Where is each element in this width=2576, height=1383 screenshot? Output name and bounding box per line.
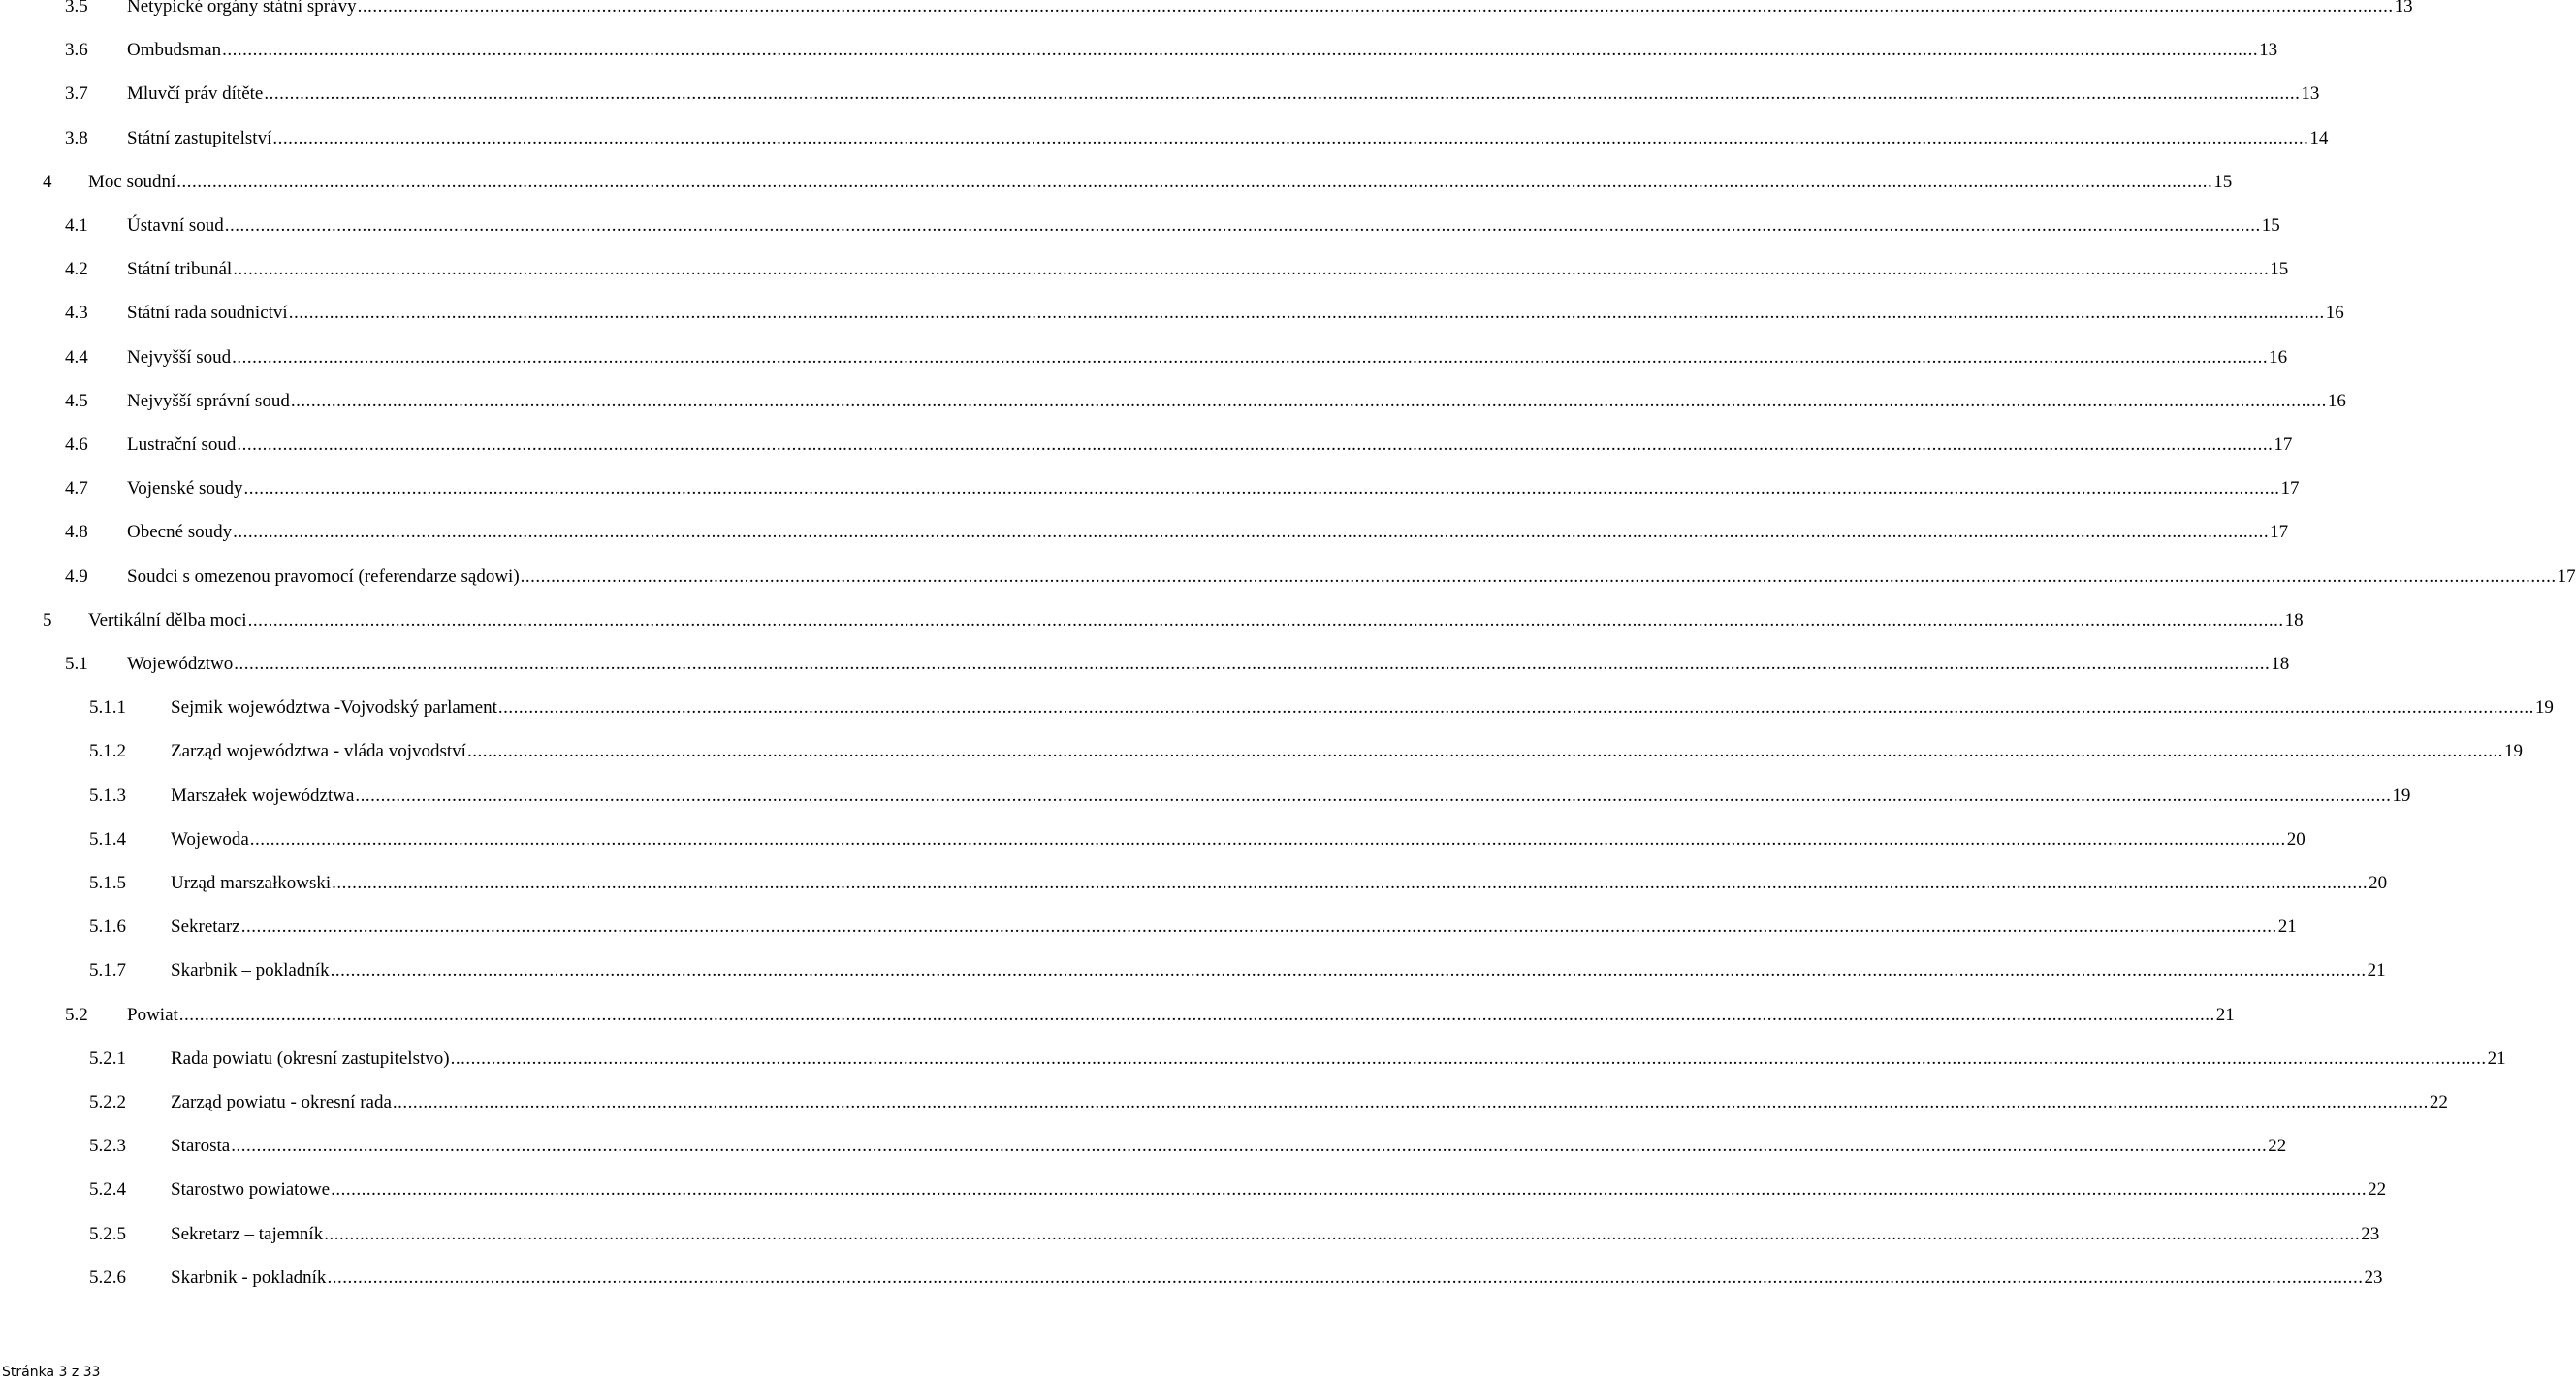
toc-entry-page-number: 13 [2301,83,2320,105]
toc-entry-title: Skarbnik - pokladník [171,1264,327,1293]
dot-leader: ................................................................................................................................................................................................................................................................................................................................................................................................................ [327,1267,2364,1288]
toc-entry-page-number: 21 [2367,960,2386,981]
toc-entry-title: Moc soudní [88,168,176,197]
toc-entry-title: Zarząd powiatu - okresní rada [171,1088,393,1117]
toc-entry-page-number: 16 [2325,303,2344,324]
toc-entry[interactable] [0,913,2297,942]
toc-entry[interactable] [0,782,2411,811]
toc-entry-page-number: 16 [2269,346,2288,368]
toc-entry-page-number: 17 [2270,522,2289,543]
toc-entry-title: Státní zastupitelství [127,124,272,153]
toc-entry-number: 5.1.3 [89,785,126,806]
toc-entry[interactable] [0,825,2306,854]
dot-leader: ................................................................................................................................................................................................................................................................................................................................................................................................................ [264,83,2301,105]
toc-entry[interactable] [0,168,2233,197]
toc-entry[interactable] [0,1132,2287,1161]
toc-entry-number: 5.2.6 [89,1267,126,1288]
toc-entry-title: Státní rada soudnictví [127,299,289,328]
toc-entry-title: Zarząd województwa - vláda vojvodství [171,737,467,766]
toc-entry-page-number: 22 [2429,1092,2448,1112]
toc-entry[interactable] [0,606,2304,635]
toc-entry[interactable] [0,431,2293,460]
toc-entry[interactable] [0,650,2290,679]
dot-leader: ................................................................................................................................................................................................................................................................................................................................................................................................................ [233,522,2270,543]
toc-entry-page-number: 19 [2503,741,2523,762]
toc-entry-page-number: 18 [2271,654,2290,674]
toc-entry-title: Rada powiatu (okresní zastupitelstvo) [171,1045,451,1074]
toc-entry-number: 5.1.5 [89,873,126,893]
dot-leader: ................................................................................................................................................................................................................................................................................................................................................................................................................ [234,654,2271,674]
toc-entry-title: Netypické orgány státní správy [127,0,358,21]
toc-entry-number: 5.2 [65,1004,88,1025]
toc-entry-number: 5.2.5 [89,1223,126,1244]
toc-entry[interactable] [0,869,2388,898]
toc-entry-page-number: 13 [2394,0,2413,16]
toc-entry[interactable] [0,0,2413,21]
dot-leader: ................................................................................................................................................................................................................................................................................................................................................................................................................ [233,259,2270,280]
toc-entry-number: 3.5 [65,0,88,16]
toc-entry-page-number: 16 [2327,390,2346,411]
dot-leader: ................................................................................................................................................................................................................................................................................................................................................................................................................ [466,741,2503,762]
toc-entry[interactable] [0,80,2320,109]
toc-entry-page-number: 15 [2270,259,2289,280]
toc-entry-title: Urząd marszałkowski [171,869,332,898]
toc-entry-title: Marszałek województwa [171,782,355,811]
toc-entry[interactable] [0,693,2554,723]
toc-entry-page-number: 21 [2277,917,2297,938]
dot-leader: ................................................................................................................................................................................................................................................................................................................................................................................................................ [222,40,2259,61]
dot-leader: ................................................................................................................................................................................................................................................................................................................................................................................................................ [330,960,2367,981]
toc-entry-page-number: 15 [2261,215,2280,236]
toc-entry-number: 4.9 [65,565,88,587]
toc-entry-title: Nejvyšší soud [127,343,232,372]
dot-leader: ................................................................................................................................................................................................................................................................................................................................................................................................................ [178,1004,2215,1025]
toc-entry-title: Ústavní soud [127,211,225,241]
toc-entry-number: 5.1.1 [89,697,126,719]
page-footer [2,1364,100,1381]
toc-entry-title: Województwo [127,650,234,679]
toc-entry[interactable] [0,36,2278,65]
dot-leader: ................................................................................................................................................................................................................................................................................................................................................................................................................ [224,215,2261,236]
toc-entry-number: 5.1.6 [89,917,126,938]
toc-entry-title: Mluvčí práv dítěte [127,80,264,109]
toc-entry-number: 5.1.7 [89,960,126,981]
dot-leader: ................................................................................................................................................................................................................................................................................................................................................................................................................ [290,390,2327,411]
toc-entry-number: 5.2.1 [89,1047,126,1069]
toc-entry-number: 3.6 [65,40,88,61]
toc-entry-number: 4 [43,171,52,192]
toc-entry-title: Vojenské soudy [127,474,243,503]
dot-leader: ................................................................................................................................................................................................................................................................................................................................................................................................................ [357,0,2394,16]
dot-leader: ................................................................................................................................................................................................................................................................................................................................................................................................................ [231,1136,2268,1157]
toc-entry[interactable] [0,474,2300,503]
toc-entry-page-number: 22 [2268,1136,2287,1157]
dot-leader: ................................................................................................................................................................................................................................................................................................................................................................................................................ [249,828,2286,850]
toc-entry-number: 5 [43,609,52,630]
toc-entry-page-number: 17 [2274,434,2293,455]
toc-entry-number: 3.7 [65,83,88,105]
dot-leader: ................................................................................................................................................................................................................................................................................................................................................................................................................ [497,697,2534,719]
toc-entry[interactable] [0,387,2346,416]
toc-entry-page-number: 23 [2364,1267,2383,1288]
toc-entry-number: 4.1 [65,215,88,236]
toc-entry-page-number: 23 [2361,1223,2380,1244]
toc-entry[interactable] [0,255,2289,284]
toc-entry-number: 4.3 [65,303,88,324]
toc-entry-title: Lustrační soud [127,431,237,460]
toc-entry-number: 4.4 [65,346,88,368]
toc-entry-page-number: 18 [2284,609,2304,630]
toc-entry-page-number: 15 [2213,171,2233,192]
toc-entry[interactable] [0,563,2576,592]
toc-entry[interactable] [0,737,2523,766]
toc-entry[interactable] [0,299,2344,328]
toc-entry-page-number: 19 [2392,785,2411,806]
toc-entry-title: Soudci s omezenou pravomocí (referendarze sądowi) [127,563,521,592]
toc-entry[interactable] [0,211,2280,241]
dot-leader: ................................................................................................................................................................................................................................................................................................................................................................................................................ [331,1179,2368,1201]
toc-entry[interactable] [0,518,2289,547]
toc-entry-number: 4.7 [65,478,88,499]
toc-entry[interactable] [0,124,2329,153]
toc-entry-title: Ombudsman [127,36,222,65]
toc-entry-page-number: 17 [2280,478,2300,499]
toc-entry[interactable] [0,343,2288,372]
dot-leader: ................................................................................................................................................................................................................................................................................................................................................................................................................ [392,1092,2429,1112]
toc-entry-title: Powiat [127,1001,179,1030]
toc-entry-number: 4.2 [65,259,88,280]
toc-entry[interactable] [0,1088,2448,1117]
toc-entry-number: 5.2.4 [89,1179,126,1201]
toc-entry-title: Obecné soudy [127,518,233,547]
toc-entry-page-number: 17 [2557,565,2576,587]
toc-entry-title: Wojewoda [171,825,250,854]
dot-leader: ................................................................................................................................................................................................................................................................................................................................................................................................................ [324,1223,2361,1244]
toc-entry-number: 5.2.3 [89,1136,126,1157]
toc-entry-page-number: 14 [2309,127,2329,148]
dot-leader: ................................................................................................................................................................................................................................................................................................................................................................................................................ [520,565,2557,587]
toc-entry[interactable] [0,1175,2387,1205]
toc-entry-number: 5.1 [65,654,88,674]
toc-entry-page-number: 13 [2259,40,2278,61]
toc-entry-number: 5.1.2 [89,741,126,762]
dot-leader: ................................................................................................................................................................................................................................................................................................................................................................................................................ [237,434,2274,455]
dot-leader: ................................................................................................................................................................................................................................................................................................................................................................................................................ [332,873,2369,893]
toc-entry-title: Starostwo powiatowe [171,1175,331,1205]
dot-leader: ................................................................................................................................................................................................................................................................................................................................................................................................................ [240,917,2277,938]
toc-entry-title: Skarbnik – pokladník [171,956,331,985]
dot-leader: ................................................................................................................................................................................................................................................................................................................................................................................................................ [232,346,2269,368]
toc-entry-page-number: 21 [2215,1004,2235,1025]
dot-leader: ................................................................................................................................................................................................................................................................................................................................................................................................................ [272,127,2309,148]
dot-leader: ................................................................................................................................................................................................................................................................................................................................................................................................................ [176,171,2213,192]
toc-entry-page-number: 20 [2286,828,2306,850]
toc-entry-title: Sekretarz – tajemník [171,1220,324,1249]
toc-entry[interactable] [0,1264,2383,1293]
toc-entry[interactable] [0,956,2386,985]
page-number-label: Stránka 3 z 33 [2,1365,101,1380]
toc-entry-title: Nejvyšší správní soud [127,387,291,416]
toc-entry-number: 5.2.2 [89,1092,126,1112]
dot-leader: ................................................................................................................................................................................................................................................................................................................................................................................................................ [243,478,2280,499]
toc-entry[interactable] [0,1045,2506,1074]
toc-entry-title: Státní tribunál [127,255,233,284]
toc-entry-number: 4.6 [65,434,88,455]
toc-entry-number: 3.8 [65,127,88,148]
toc-entry-number: 4.8 [65,522,88,543]
toc-entry[interactable] [0,1001,2235,1030]
toc-entry-page-number: 20 [2369,873,2388,893]
toc-entry[interactable] [0,1220,2380,1249]
toc-entry-number: 5.1.4 [89,828,126,850]
dot-leader: ................................................................................................................................................................................................................................................................................................................................................................................................................ [450,1047,2487,1069]
toc-entry-title: Vertikální dělba moci [88,606,248,635]
toc-entry-title: Sekretarz [171,913,241,942]
toc-entry-number: 4.5 [65,390,88,411]
toc-entry-page-number: 19 [2534,697,2554,719]
toc-entry-title: Starosta [171,1132,231,1161]
toc-entry-page-number: 22 [2368,1179,2387,1201]
dot-leader: ................................................................................................................................................................................................................................................................................................................................................................................................................ [247,609,2284,630]
toc-entry-page-number: 21 [2487,1047,2506,1069]
dot-leader: ................................................................................................................................................................................................................................................................................................................................................................................................................ [355,785,2392,806]
toc-entry-title: Sejmik województwa -Vojvodský parlament [171,693,498,723]
dot-leader: ................................................................................................................................................................................................................................................................................................................................................................................................................ [288,303,2325,324]
